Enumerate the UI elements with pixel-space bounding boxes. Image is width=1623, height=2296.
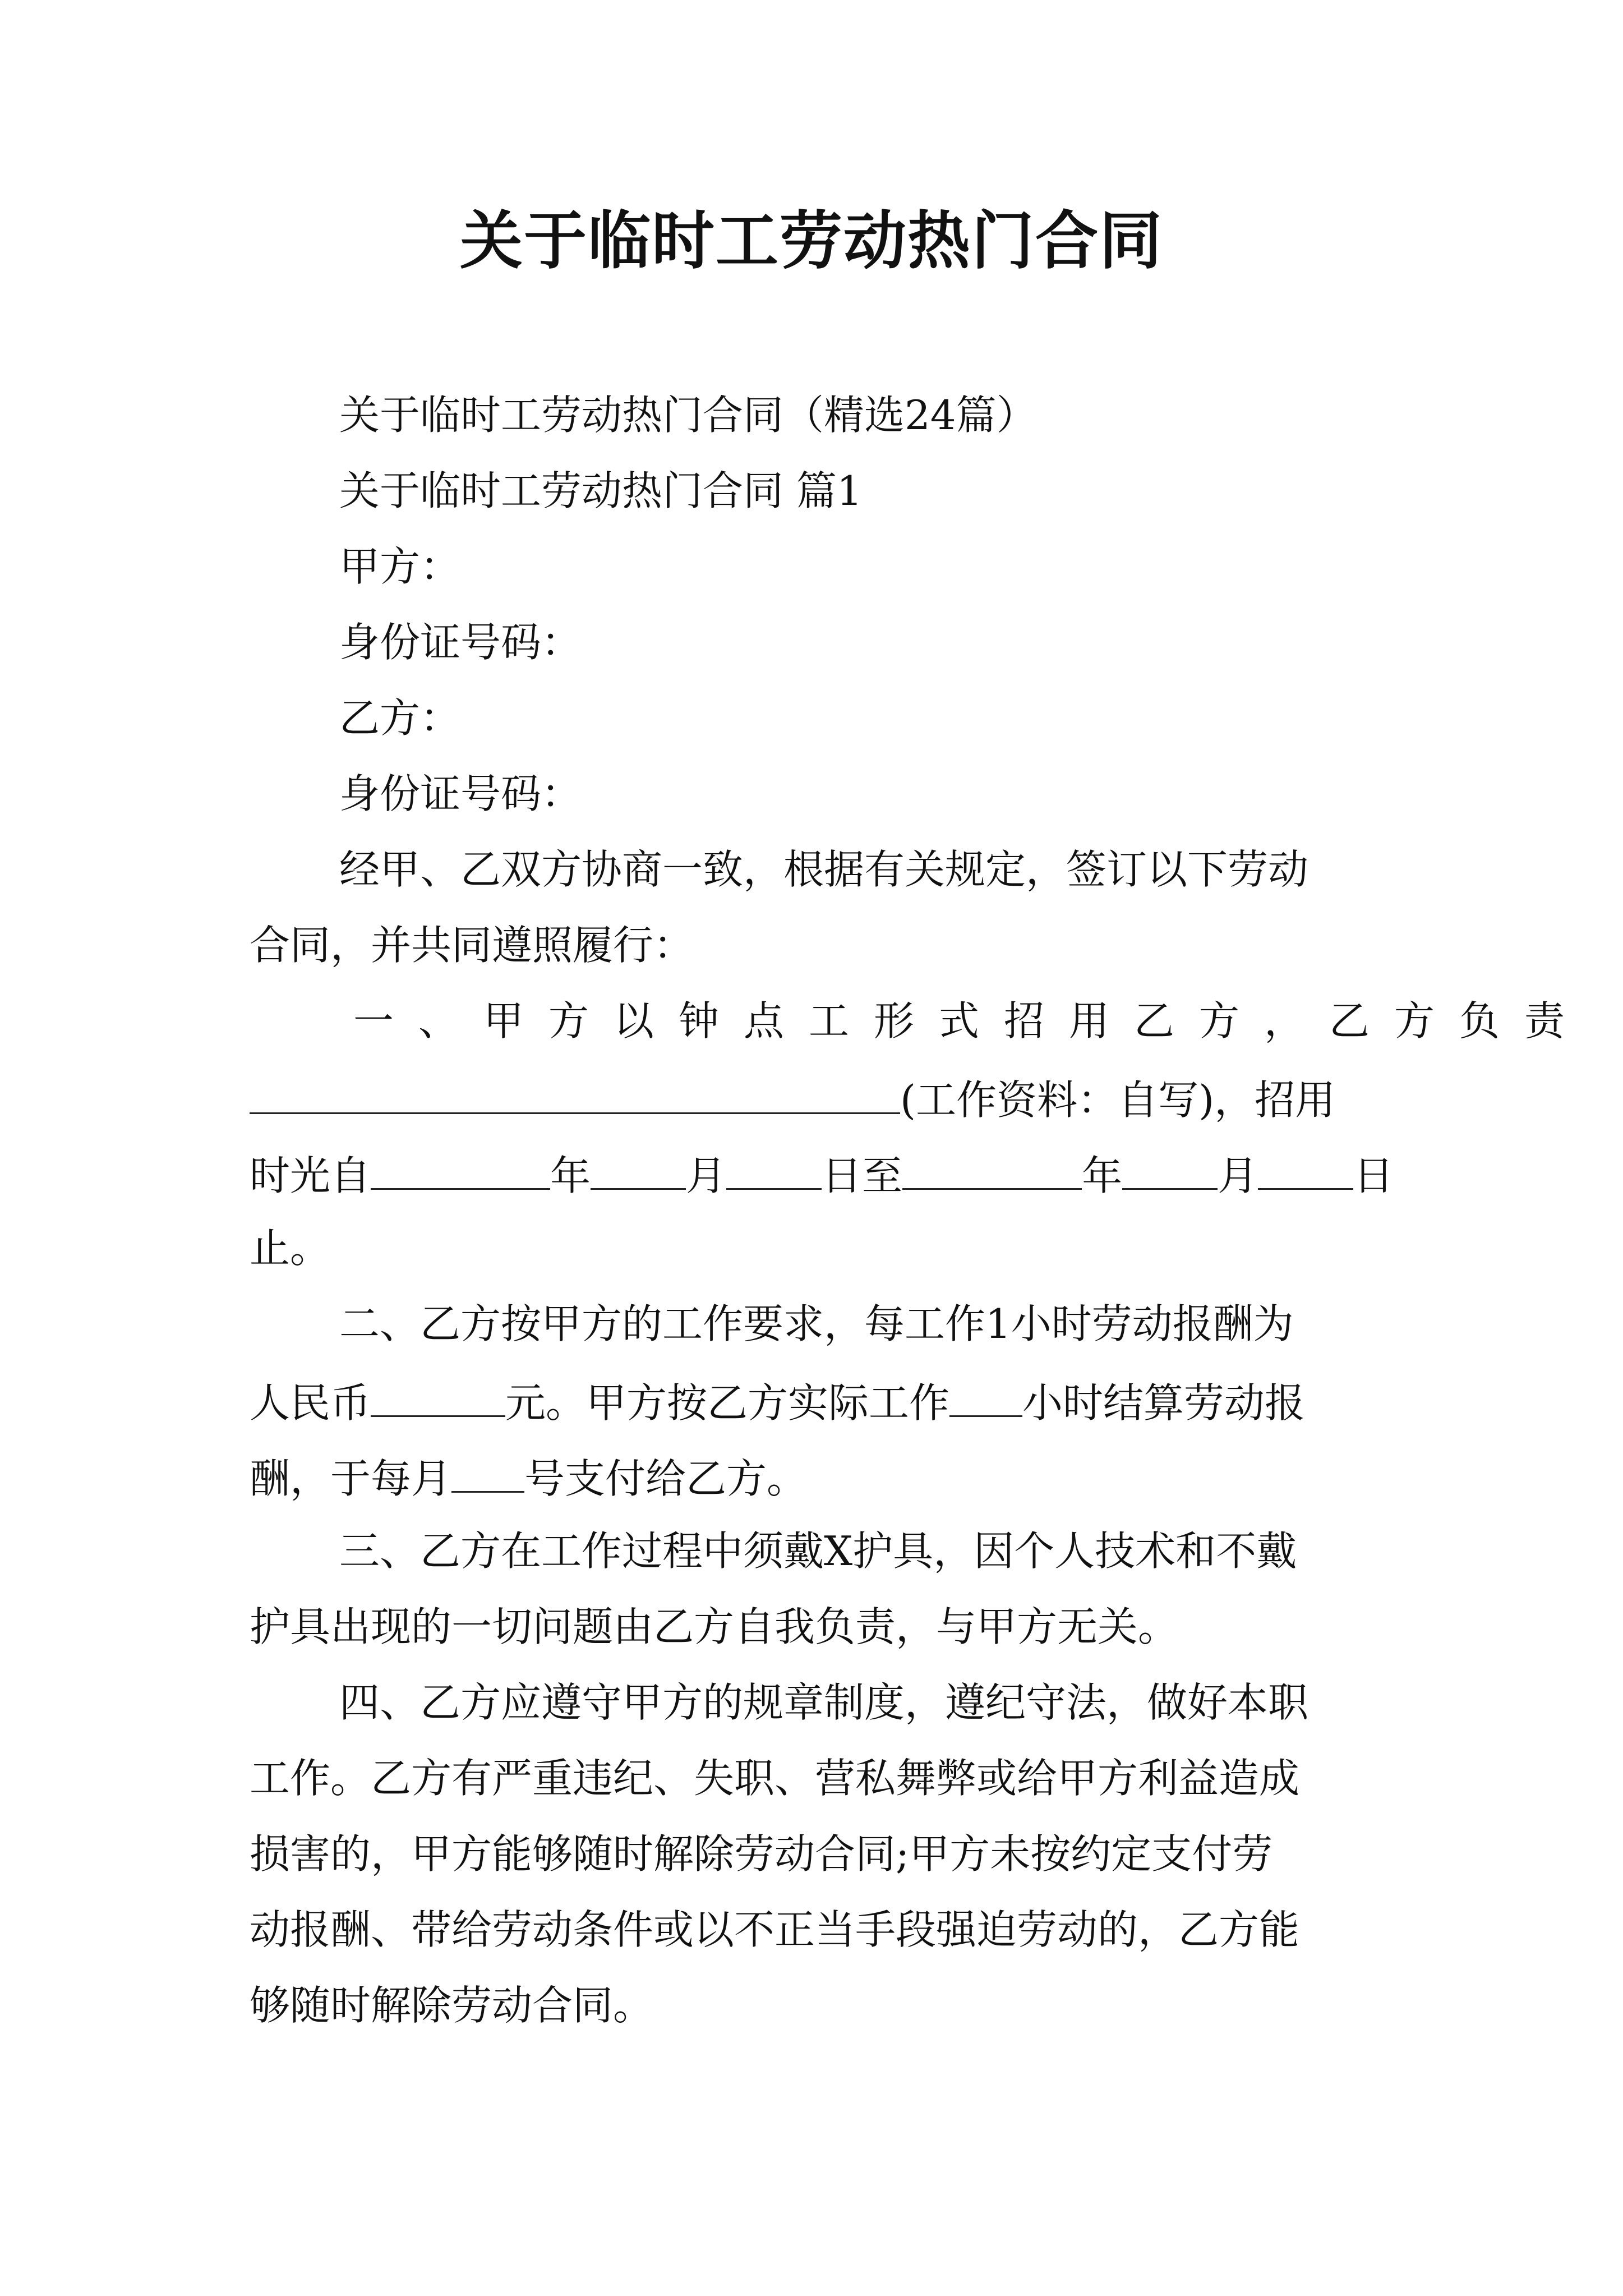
clause2-line-2 xyxy=(0,1372,1623,1431)
clause2-text-b: 元。甲方按乙方实际工作 xyxy=(505,1379,950,1427)
clause1-time-from: 时光自 xyxy=(250,1152,371,1199)
clause2-text-d: 酬，于每月 xyxy=(250,1455,452,1502)
party-b-id-label: 身份证号码： xyxy=(339,770,582,817)
clause4-line-2: 工作。乙方有严重违纪、失职、营私舞弊或给甲方利益造成 xyxy=(250,1755,1300,1802)
clause1-work-note: (工作资料：自写)，招用 xyxy=(900,1076,1336,1124)
clause4-line-1: 四、乙方应遵守甲方的规章制度，遵纪守法，做好本职 xyxy=(339,1679,1309,1726)
clause1-year-label: 年 xyxy=(550,1152,591,1199)
work-content-blank[interactable] xyxy=(250,1069,900,1114)
clause1-year-label-2: 年 xyxy=(1082,1152,1123,1199)
clause2-line-1: 二、乙方按甲方的工作要求，每工作1小时劳动报酬为 xyxy=(339,1300,1294,1347)
end-year-blank[interactable] xyxy=(902,1144,1082,1190)
start-month-blank[interactable] xyxy=(591,1144,686,1190)
clause4-line-3: 损害的，甲方能够随时解除劳动合同;甲方未按约定支付劳 xyxy=(250,1830,1273,1878)
clause1-line-1 xyxy=(353,993,1590,1049)
clause2-currency-label: 人民币 xyxy=(250,1379,371,1427)
clause3-line-1: 三、乙方在工作过程中须戴X护具，因个人技术和不戴 xyxy=(339,1527,1297,1575)
clause2-text-e: 号支付给乙方。 xyxy=(524,1455,808,1502)
clause3-line-2: 护具出现的一切问题由乙方自我负责，与甲方无关。 xyxy=(250,1603,1179,1650)
party-a-label: 甲方： xyxy=(339,543,461,590)
clause1-line-2 xyxy=(0,1069,1623,1128)
clause1-text-a: 一、甲方以钟点工形式招用乙方， xyxy=(353,997,1330,1045)
clause1-line-4: 止。 xyxy=(250,1225,331,1272)
start-day-blank[interactable] xyxy=(726,1144,822,1190)
clause1-month-label-2: 月 xyxy=(1218,1152,1258,1199)
intro-line-2: 合同，并共同遵照履行： xyxy=(250,922,694,969)
clause4-line-5: 够随时解除劳动合同。 xyxy=(250,1982,654,2029)
clause1-month-label: 月 xyxy=(686,1152,727,1199)
clause2-text-c: 小时结算劳动报 xyxy=(1022,1379,1306,1427)
subtitle: 关于临时工劳动热门合同（精选24篇） xyxy=(339,392,1037,439)
clause2-line-3 xyxy=(0,1447,1623,1507)
hourly-rate-blank[interactable] xyxy=(371,1372,505,1417)
clause1-day-label: 日 xyxy=(1353,1152,1394,1199)
clause1-line-3 xyxy=(0,1144,1623,1204)
clause1-day-to-label: 日至 xyxy=(822,1152,903,1199)
party-a-id-label: 身份证号码： xyxy=(339,619,582,666)
end-month-blank[interactable] xyxy=(1122,1144,1218,1190)
document-title: 关于临时工劳动热门合同 xyxy=(460,204,1163,278)
clause1-text-b: 乙方负责 xyxy=(1329,997,1590,1045)
start-year-blank[interactable] xyxy=(371,1144,550,1190)
party-b-label: 乙方： xyxy=(339,694,461,742)
pay-day-blank[interactable] xyxy=(451,1447,524,1493)
hours-blank[interactable] xyxy=(949,1372,1022,1417)
clause4-line-4: 动报酬、带给劳动条件或以不正当手段强迫劳动的，乙方能 xyxy=(250,1906,1300,1953)
end-day-blank[interactable] xyxy=(1258,1144,1353,1190)
section-heading: 关于临时工劳动热门合同 篇1 xyxy=(339,467,863,514)
intro-line-1: 经甲、乙双方协商一致，根据有关规定，签订以下劳动 xyxy=(339,846,1309,893)
